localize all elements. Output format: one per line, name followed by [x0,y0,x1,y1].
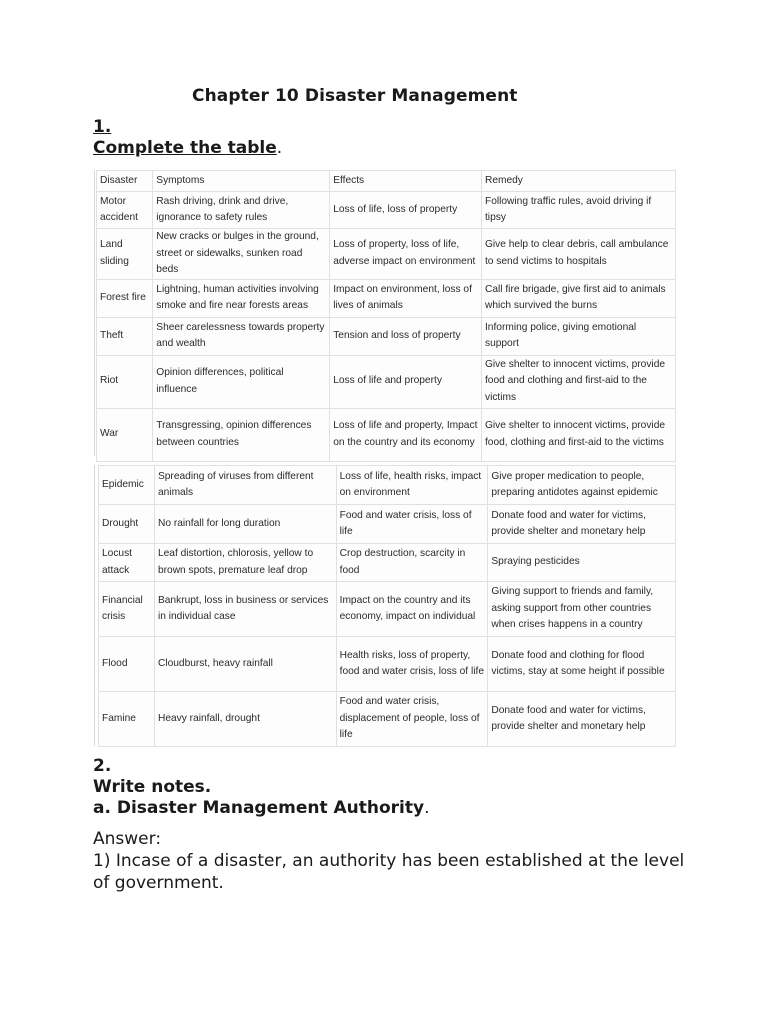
cell-disaster: Land sliding [97,229,153,280]
header-remedy: Remedy [481,171,675,192]
cell-symptoms: Opinion differences, political influence [153,355,330,408]
table-header-row [97,171,676,192]
cell-symptoms: Leaf distortion, chlorosis, yellow to brown spots, premature leaf drop [154,544,336,582]
cell-disaster: Epidemic [99,466,155,505]
question-2a-heading [93,798,430,818]
cell-disaster: Forest fire [97,279,153,317]
cell-disaster: Locust attack [99,544,155,582]
cell-disaster: Theft [97,317,153,355]
cell-remedy: Spraying pesticides [488,544,676,582]
disaster-table-part-1 [96,170,676,462]
cell-remedy: Following traffic rules, avoid driving if tipsy [481,192,675,229]
cell-effects: Loss of life, loss of property [330,192,482,229]
cell-symptoms: Lightning, human activities involving smoke and fire near forests areas [153,279,330,317]
cell-symptoms: No rainfall for long duration [154,505,336,544]
cell-effects: Food and water crisis, loss of life [336,505,488,544]
cell-symptoms: New cracks or bulges in the ground, street or sidewalks, sunken road beds [153,229,330,280]
cell-symptoms: Transgressing, opinion differences between countries [153,408,330,461]
cell-remedy: Giving support to friends and family, asking support from other countries when crises happens in a country [488,582,676,637]
cell-effects: Impact on environment, loss of lives of animals [330,279,482,317]
table-1-left-border [94,170,95,456]
cell-effects: Tension and loss of property [330,317,482,355]
question-2-prompt: Write notes. [93,777,212,797]
cell-effects: Loss of life and property [330,355,482,408]
question-2a-heading-text: a. Disaster Management Authority [93,798,425,818]
table-row [97,279,676,317]
cell-effects: Impact on the country and its economy, impact on individual [336,582,488,637]
table-row [99,582,676,637]
cell-symptoms: Heavy rainfall, drought [154,692,336,747]
table-row [99,692,676,747]
cell-remedy: Give shelter to innocent victims, provide food, clothing and first-aid to the victims [481,408,675,461]
header-disaster: Disaster [97,171,153,192]
table-row [97,229,676,280]
cell-symptoms: Cloudburst, heavy rainfall [154,637,336,692]
table-row [97,192,676,229]
question-1-prompt-punct: . [276,138,283,158]
cell-remedy: Give help to clear debris, call ambulance to send victims to hospitals [481,229,675,280]
question-1-prompt [93,138,282,158]
cell-effects: Food and water crisis, displacement of people, loss of life [336,692,488,747]
cell-disaster: Riot [97,355,153,408]
cell-symptoms: Sheer carelessness towards property and wealth [153,317,330,355]
cell-effects: Health risks, loss of property, food and water crisis, loss of life [336,637,488,692]
cell-remedy: Donate food and water for victims, provide shelter and monetary help [488,505,676,544]
cell-disaster: Motor accident [97,192,153,229]
table-row [99,544,676,582]
cell-effects: Crop destruction, scarcity in food [336,544,488,582]
cell-disaster: Financial crisis [99,582,155,637]
table-row [99,466,676,505]
table-row [99,637,676,692]
table-2-left-border [94,465,95,746]
cell-remedy: Donate food and water for victims, provide shelter and monetary help [488,692,676,747]
header-symptoms: Symptoms [153,171,330,192]
cell-remedy: Informing police, giving emotional support [481,317,675,355]
cell-remedy: Give proper medication to people, preparing antidotes against epidemic [488,466,676,505]
cell-remedy: Donate food and clothing for flood victims, stay at some height if possible [488,637,676,692]
cell-remedy: Call fire brigade, give first aid to animals which survived the burns [481,279,675,317]
disaster-table-part-2 [98,465,676,747]
table-row [97,355,676,408]
question-1-number: 1. [93,117,112,137]
answer-paragraph-1: 1) Incase of a disaster, an authority has been established at the level of government. [93,851,685,893]
table-row [99,505,676,544]
cell-symptoms: Spreading of viruses from different animals [154,466,336,505]
cell-disaster: War [97,408,153,461]
cell-effects: Loss of life, health risks, impact on environment [336,466,488,505]
answer-label: Answer: [93,829,162,849]
cell-effects: Loss of life and property, Impact on the country and its economy [330,408,482,461]
cell-disaster: Flood [99,637,155,692]
cell-disaster: Famine [99,692,155,747]
cell-disaster: Drought [99,505,155,544]
header-effects: Effects [330,171,482,192]
table-row [97,408,676,461]
cell-remedy: Give shelter to innocent victims, provide food and clothing and first-aid to the victims [481,355,675,408]
cell-effects: Loss of property, loss of life, adverse impact on environment [330,229,482,280]
cell-symptoms: Rash driving, drink and drive, ignorance to safety rules [153,192,330,229]
cell-symptoms: Bankrupt, loss in business or services in individual case [154,582,336,637]
chapter-title: Chapter 10 Disaster Management [192,86,518,106]
question-2a-heading-punct: . [424,798,430,818]
question-1-prompt-text: Complete the table [93,138,277,158]
question-2-number: 2. [93,756,112,776]
table-row [97,317,676,355]
